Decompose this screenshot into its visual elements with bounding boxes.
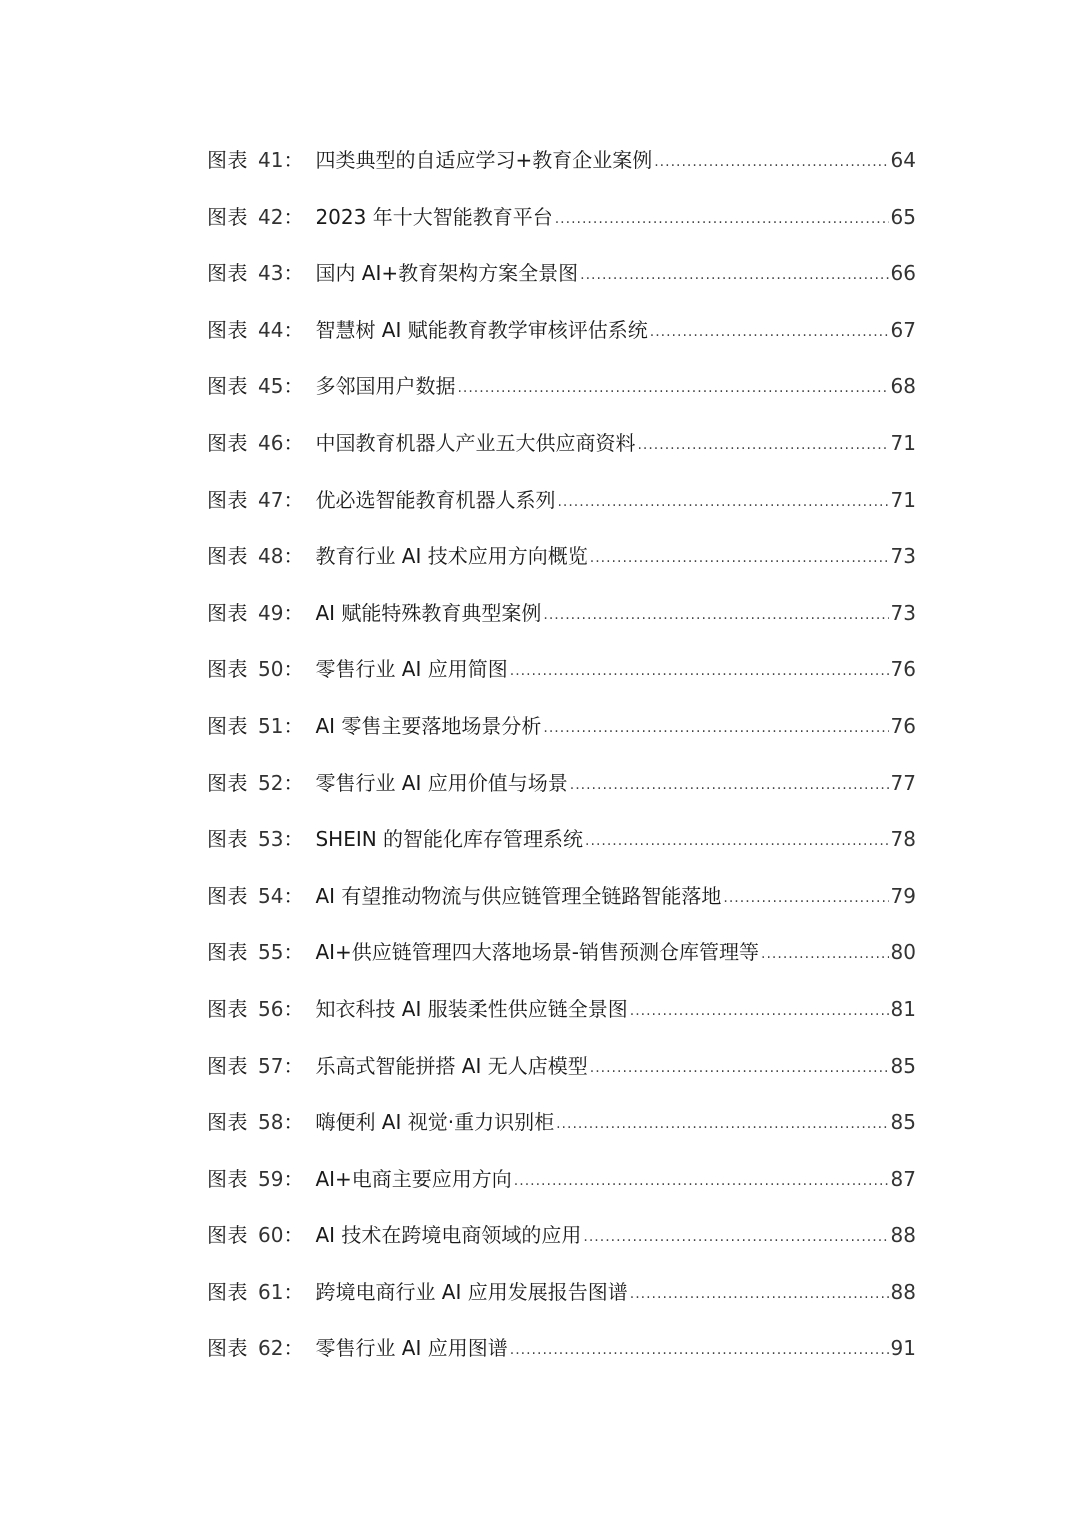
toc-entry[interactable] — [207, 253, 916, 310]
entry-colon: ： — [283, 1110, 304, 1135]
dot-leader — [630, 1274, 889, 1314]
entry-page-number: 64 — [890, 148, 916, 172]
entry-prefix: 图表 — [207, 1053, 248, 1078]
entry-title: 多邻国用户数据 — [315, 374, 456, 399]
entry-title: 乐高式智能拼搭 AI 无人店模型 — [315, 1053, 588, 1078]
toc-entry[interactable] — [207, 706, 916, 763]
dot-leader — [650, 312, 889, 352]
dot-leader — [630, 991, 889, 1031]
entry-number: 52 — [258, 770, 284, 795]
entry-prefix: 图表 — [207, 1166, 248, 1191]
entry-colon: ： — [283, 544, 304, 569]
dot-leader — [590, 538, 889, 578]
entry-colon: ： — [283, 996, 304, 1021]
dot-leader — [557, 482, 888, 522]
entry-colon: ： — [283, 1279, 304, 1304]
toc-entry[interactable] — [207, 763, 916, 820]
entry-prefix: 图表 — [207, 827, 248, 852]
entry-title: 教育行业 AI 技术应用方向概览 — [315, 544, 588, 569]
dot-leader — [580, 255, 888, 295]
entry-title: 嗨便利 AI 视觉·重力识别柜 — [315, 1110, 555, 1135]
entry-colon: ： — [283, 374, 304, 399]
entry-number: 56 — [258, 996, 284, 1021]
toc-entry[interactable] — [207, 1046, 916, 1103]
toc-entry[interactable] — [207, 932, 916, 989]
entry-number: 47 — [258, 487, 284, 512]
entry-number: 55 — [258, 940, 284, 965]
dot-leader — [590, 1048, 889, 1088]
entry-number: 62 — [258, 1336, 284, 1361]
toc-entry[interactable] — [207, 1159, 916, 1216]
entry-colon: ： — [283, 940, 304, 965]
entry-number: 54 — [258, 883, 284, 908]
entry-prefix: 图表 — [207, 770, 248, 795]
entry-page-number: 88 — [890, 1279, 916, 1304]
dot-leader — [543, 708, 888, 748]
entry-title: AI 零售主要落地场景分析 — [315, 713, 542, 738]
entry-prefix: 图表 — [207, 657, 248, 682]
entry-colon: ： — [283, 487, 304, 512]
entry-page-number: 76 — [890, 657, 916, 682]
entry-number: 46 — [258, 430, 284, 455]
entry-page-number: 85 — [890, 1053, 916, 1078]
entry-page-number: 66 — [890, 261, 916, 286]
entry-prefix: 图表 — [207, 996, 248, 1021]
dot-leader — [556, 1104, 888, 1144]
dot-leader — [510, 651, 889, 691]
entry-page-number: 87 — [890, 1166, 916, 1191]
entry-page-number: 67 — [890, 317, 916, 342]
entry-title: 跨境电商行业 AI 应用发展报告图谱 — [315, 1279, 628, 1304]
toc-entry[interactable] — [207, 1102, 916, 1159]
entry-page-number: 85 — [890, 1110, 916, 1135]
entry-colon: ： — [283, 827, 304, 852]
entry-page-number: 81 — [890, 996, 916, 1021]
entry-number: 61 — [258, 1279, 284, 1304]
entry-page-number: 65 — [890, 204, 916, 229]
dot-leader — [457, 368, 888, 408]
entry-title: 知衣科技 AI 服装柔性供应链全景图 — [315, 996, 628, 1021]
dot-leader — [510, 1330, 889, 1370]
entry-title: 2023 年十大智能教育平台 — [315, 204, 553, 229]
toc-entry[interactable] — [207, 649, 916, 706]
dot-leader — [654, 142, 888, 182]
entry-prefix: 图表 — [207, 430, 248, 455]
entry-page-number: 71 — [890, 430, 916, 455]
entry-page-number: 73 — [890, 600, 916, 625]
entry-title: AI+供应链管理四大落地场景-销售预测仓库管理等 — [315, 940, 760, 965]
toc-entry[interactable] — [207, 536, 916, 593]
entry-colon: ： — [283, 1223, 304, 1248]
entry-prefix: 图表 — [207, 940, 248, 965]
entry-number: 44 — [258, 317, 284, 342]
entry-number: 58 — [258, 1110, 284, 1135]
dot-leader — [514, 1161, 889, 1201]
entry-page-number: 80 — [890, 940, 916, 965]
entry-colon: ： — [283, 600, 304, 625]
entry-prefix: 图表 — [207, 261, 248, 286]
entry-title: 零售行业 AI 应用价值与场景 — [315, 770, 568, 795]
entry-number: 51 — [258, 713, 284, 738]
entry-colon: ： — [283, 148, 304, 172]
entry-number: 50 — [258, 657, 284, 682]
dot-leader — [583, 1217, 888, 1257]
entry-page-number: 78 — [890, 827, 916, 852]
entry-colon: ： — [283, 261, 304, 286]
dot-leader — [543, 595, 888, 635]
entry-number: 57 — [258, 1053, 284, 1078]
entry-number: 53 — [258, 827, 284, 852]
entry-title: 优必选智能教育机器人系列 — [315, 487, 556, 512]
toc-entry[interactable] — [207, 1215, 916, 1272]
toc-entry[interactable] — [207, 989, 916, 1046]
entry-prefix: 图表 — [207, 713, 248, 738]
entry-colon: ： — [283, 204, 304, 229]
entry-page-number: 71 — [890, 487, 916, 512]
entry-prefix: 图表 — [207, 600, 248, 625]
entry-number: 48 — [258, 544, 284, 569]
entry-colon: ： — [283, 317, 304, 342]
entry-prefix: 图表 — [207, 148, 248, 172]
toc-entry[interactable] — [207, 1272, 916, 1329]
entry-title: AI+电商主要应用方向 — [315, 1166, 512, 1191]
toc-entry[interactable] — [207, 819, 916, 876]
entry-page-number: 88 — [890, 1223, 916, 1248]
entry-prefix: 图表 — [207, 544, 248, 569]
dot-leader — [585, 821, 889, 861]
entry-colon: ： — [283, 1053, 304, 1078]
entry-prefix: 图表 — [207, 487, 248, 512]
dot-leader — [761, 934, 889, 974]
entry-title: AI 技术在跨境电商领域的应用 — [315, 1223, 582, 1248]
dot-leader — [555, 199, 889, 239]
figure-list-toc — [207, 140, 916, 1385]
toc-entry[interactable] — [207, 310, 916, 367]
entry-number: 60 — [258, 1223, 284, 1248]
entry-page-number: 79 — [890, 883, 916, 908]
dot-leader — [723, 878, 888, 918]
entry-colon: ： — [283, 713, 304, 738]
entry-prefix: 图表 — [207, 1110, 248, 1135]
entry-title: 零售行业 AI 应用简图 — [315, 657, 508, 682]
entry-colon: ： — [283, 770, 304, 795]
toc-entry[interactable] — [207, 593, 916, 650]
entry-colon: ： — [283, 657, 304, 682]
entry-page-number: 68 — [890, 374, 916, 399]
entry-colon: ： — [283, 883, 304, 908]
entry-number: 41 — [258, 148, 284, 172]
entry-number: 49 — [258, 600, 284, 625]
entry-number: 43 — [258, 261, 284, 286]
toc-entry[interactable] — [207, 1328, 916, 1385]
entry-number: 59 — [258, 1166, 284, 1191]
entry-title: SHEIN 的智能化库存管理系统 — [315, 827, 584, 852]
toc-entry[interactable] — [207, 366, 916, 423]
entry-prefix: 图表 — [207, 204, 248, 229]
entry-title: AI 赋能特殊教育典型案例 — [315, 600, 542, 625]
entry-title: AI 有望推动物流与供应链管理全链路智能落地 — [315, 883, 722, 908]
entry-prefix: 图表 — [207, 317, 248, 342]
entry-colon: ： — [283, 1166, 304, 1191]
entry-prefix: 图表 — [207, 1336, 248, 1361]
entry-page-number: 77 — [890, 770, 916, 795]
entry-prefix: 图表 — [207, 883, 248, 908]
toc-entry[interactable] — [207, 197, 916, 254]
entry-prefix: 图表 — [207, 374, 248, 399]
entry-number: 45 — [258, 374, 284, 399]
entry-colon: ： — [283, 430, 304, 455]
entry-title: 四类典型的自适应学习+教育企业案例 — [315, 148, 653, 172]
entry-page-number: 73 — [890, 544, 916, 569]
toc-entry[interactable] — [207, 140, 916, 197]
entry-title: 国内 AI+教育架构方案全景图 — [315, 261, 579, 286]
entry-page-number: 76 — [890, 713, 916, 738]
toc-entry[interactable] — [207, 423, 916, 480]
entry-title: 中国教育机器人产业五大供应商资料 — [315, 430, 636, 455]
entry-title: 智慧树 AI 赋能教育教学审核评估系统 — [315, 317, 648, 342]
toc-entry[interactable] — [207, 876, 916, 933]
toc-entry[interactable] — [207, 480, 916, 537]
entry-colon: ： — [283, 1336, 304, 1361]
entry-prefix: 图表 — [207, 1279, 248, 1304]
dot-leader — [570, 765, 889, 805]
entry-page-number: 91 — [890, 1336, 916, 1361]
entry-number: 42 — [258, 204, 284, 229]
entry-prefix: 图表 — [207, 1223, 248, 1248]
entry-title: 零售行业 AI 应用图谱 — [315, 1336, 508, 1361]
dot-leader — [637, 425, 888, 465]
